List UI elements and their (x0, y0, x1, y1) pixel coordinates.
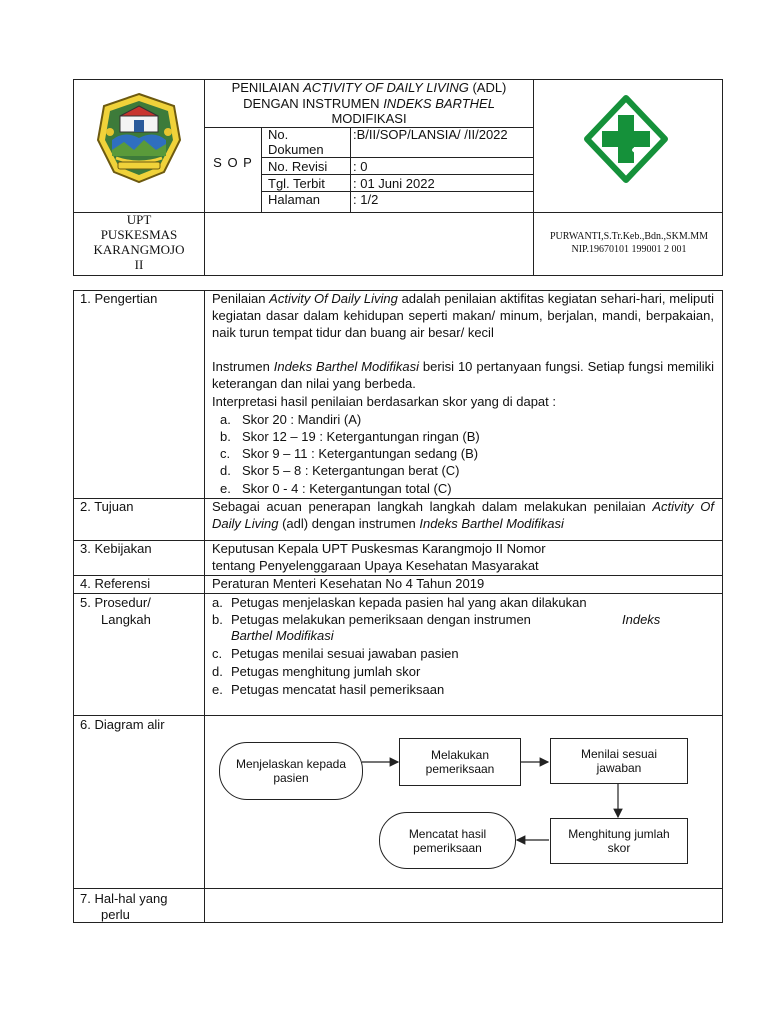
doc-revisi-value: : 0 (353, 159, 368, 174)
prosedur-step-a: Petugas menjelaskan kepada pasien hal yang akan dilakukan (231, 595, 587, 610)
body-border-left (73, 290, 74, 923)
doc-revisi-label: No. Revisi (268, 159, 328, 174)
body-border-right (722, 290, 723, 923)
doc-halaman-value: : 1/2 (353, 192, 379, 207)
tujuan-label: 2. Tujuan (80, 499, 134, 514)
prosedur-label-line2: Langkah (101, 612, 151, 627)
hal-label-line2: perlu (101, 907, 130, 922)
pengertian-label: 1. Pengertian (80, 291, 158, 306)
prosedur-step-d: Petugas menghitung jumlah skor (231, 664, 421, 679)
prosedur-step-e: Petugas mencatat hasil pemeriksaan (231, 682, 445, 697)
prosedur-marker-b: b. (212, 612, 223, 627)
skor-marker-b: b. (220, 429, 231, 444)
sop-label: S O P (213, 155, 253, 170)
pengertian-p1-text: Penilaian Activity Of Daily Living adalah penilaian aktifitas kegiatan sehari-hari, meliputi kegiatan dasar dalam kehidupan seperti makan/ minum, berjalan, mandi, berpakaian, naik turun tempat tidur dan buang air besar/ kecil (212, 291, 715, 340)
skor-item-b: Skor 12 – 19 : Ketergantungan ringan (B) (242, 429, 480, 444)
doc-terbit-label: Tgl. Terbit (268, 176, 325, 191)
sop-divider (261, 127, 262, 212)
puskesmas-cross-icon (583, 95, 669, 183)
body-border-bottom (73, 922, 723, 923)
sop-title-line1-text: PENILAIAN ACTIVITY OF DAILY LIVING (ADL) (231, 80, 507, 95)
tujuan-text-content: Sebagai acuan penerapan langkah langkah dalam melakukan penilaian Activity Of Daily Living (adl) dengan instrumen Indeks Barthel Modifikasi (212, 499, 714, 531)
sop-title-line1 (205, 79, 533, 96)
prosedur-step-b-line2: Barthel Modifikasi (231, 628, 334, 643)
pengertian-p3: Interpretasi hasil penilaian berdasarkan skor yang di dapat : (212, 394, 556, 409)
prosedur-marker-a: a. (212, 595, 223, 610)
org-line-2: PUSKESMAS (100, 227, 178, 242)
regency-emblem-icon (94, 92, 184, 184)
flow-node-mencatat: Mencatat hasil pemeriksaan (379, 812, 516, 869)
flow-node-menghitung: Menghitung jumlah skor (550, 818, 688, 864)
referensi-text: Peraturan Menteri Kesehatan No 4 Tahun 2019 (212, 576, 485, 591)
signer-name: PURWANTI,S.Tr.Keb.,Bdn.,SKM.MM (550, 231, 708, 242)
flow-node-menjelaskan: Menjelaskan kepada pasien (219, 742, 363, 800)
prosedur-step-b-italic: Indeks (622, 612, 661, 627)
flow-node-melakukan: Melakukan pemeriksaan (399, 738, 521, 786)
skor-marker-c: c. (220, 446, 231, 461)
sop-title-line2-text: DENGAN INSTRUMEN INDEKS BARTHEL (243, 96, 495, 111)
skor-marker-a: a. (220, 412, 231, 427)
flow-node-menilai: Menilai sesuai jawaban (550, 738, 688, 784)
sop-title-line3: MODIFIKASI (331, 111, 407, 126)
doc-number-label-2: Dokumen (268, 142, 324, 157)
tujuan-text (212, 498, 714, 532)
row-divider-6 (73, 888, 723, 889)
skor-item-c: Skor 9 – 11 : Ketergantungan sedang (B) (242, 446, 479, 461)
skor-item-d: Skor 5 – 8 : Ketergantungan berat (C) (242, 463, 460, 478)
org-line-4: II (134, 257, 144, 272)
skor-marker-d: d. (220, 463, 231, 478)
hal-label-line1: 7. Hal-hal yang (80, 891, 168, 906)
doc-label-divider (350, 127, 351, 212)
header-border-bottom (73, 275, 723, 276)
skor-item-e: Skor 0 - 4 : Ketergantungan total (C) (242, 481, 452, 496)
diagram-label: 6. Diagram alir (80, 717, 165, 732)
prosedur-marker-d: d. (212, 664, 223, 679)
org-line-3: KARANGMOJO (93, 242, 185, 257)
prosedur-marker-e: e. (212, 682, 223, 697)
signer-nip: NIP.19670101 199001 2 001 (571, 244, 687, 255)
skor-marker-e: e. (220, 481, 231, 496)
kebijakan-label: 3. Kebijakan (80, 541, 152, 556)
prosedur-step-c: Petugas menilai sesuai jawaban pasien (231, 646, 459, 661)
referensi-label: 4. Referensi (80, 576, 151, 591)
doc-number-value: :B/II/SOP/LANSIA/ /II/2022 (353, 127, 508, 142)
doc-terbit-value: : 01 Juni 2022 (353, 176, 435, 191)
pengertian-p2 (212, 358, 714, 392)
prosedur-step-b-line1: Petugas melakukan pemeriksaan dengan instrumen (231, 612, 531, 627)
doc-number-label-1: No. (268, 127, 289, 142)
org-line-1: UPT (126, 212, 152, 227)
kebijakan-line2: tentang Penyelenggaraan Upaya Kesehatan Masyarakat (212, 558, 539, 573)
kebijakan-line1: Keputusan Kepala UPT Puskesmas Karangmojo II Nomor (212, 541, 546, 556)
pengertian-p2-text: Instrumen Indeks Barthel Modifikasi berisi 10 pertanyaan fungsi. Setiap fungsi memiliki keterangan dan nilai yang berbeda. (212, 359, 715, 391)
doc-halaman-label: Halaman (268, 192, 321, 207)
skor-item-a: Skor 20 : Mandiri (A) (242, 412, 362, 427)
prosedur-marker-c: c. (212, 646, 223, 661)
prosedur-label-line1: 5. Prosedur/ (80, 595, 151, 610)
pengertian-p1 (212, 290, 714, 341)
